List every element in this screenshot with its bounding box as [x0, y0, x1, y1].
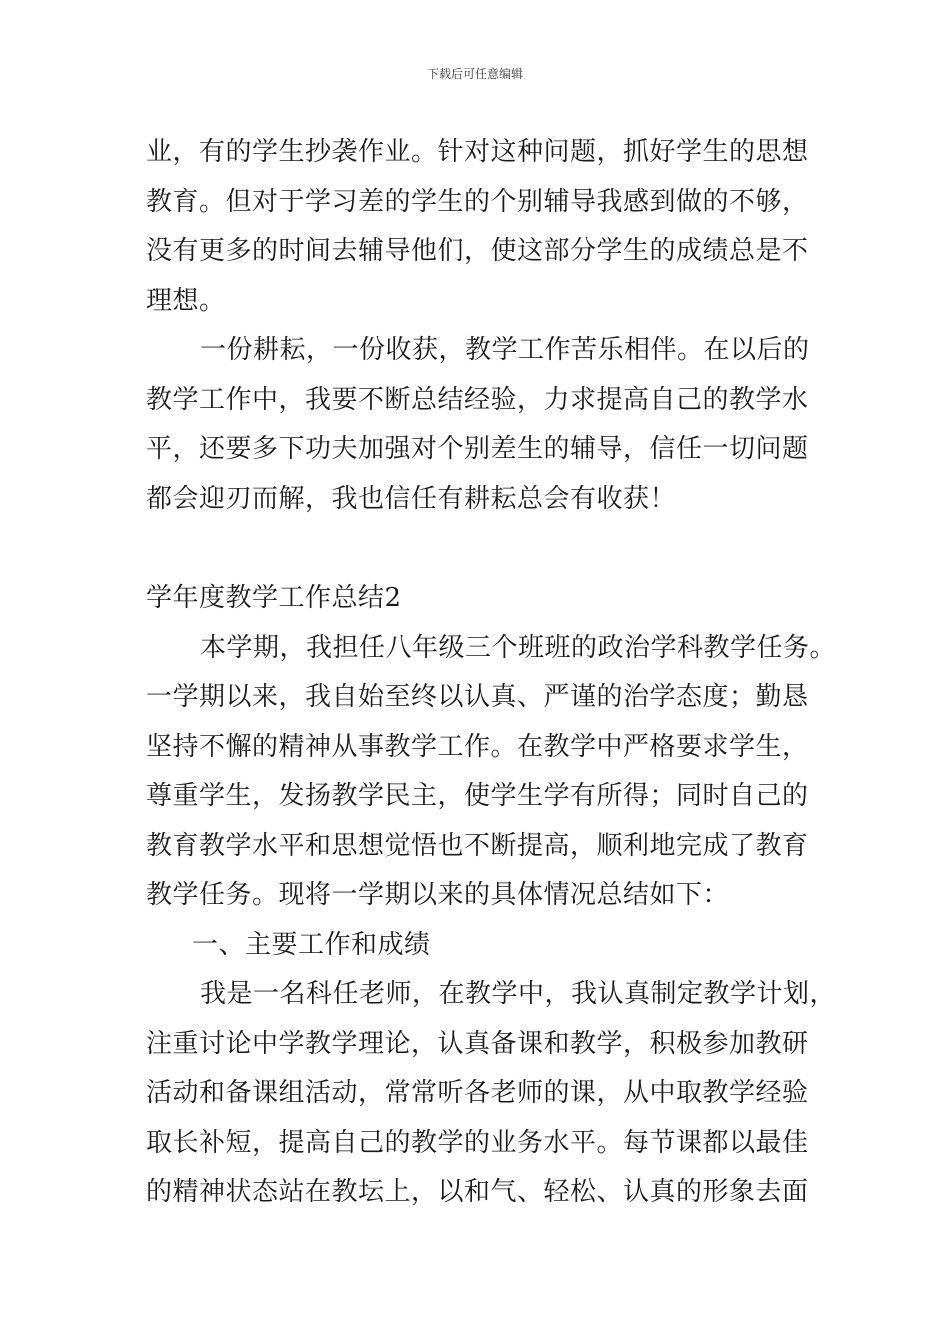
text-line: 的精神状态站在教坛上，以和气、轻松、认真的形象去面	[146, 1177, 809, 1207]
paragraph-4	[146, 970, 837, 1218]
text-line: 一学期以来，我自始至终以认真、严谨的治学态度；勤恳	[146, 682, 809, 712]
text-line: 教学任务。现将一学期以来的具体情况总结如下：	[146, 880, 730, 910]
text-line: 取长补短，提高自己的教学的业务水平。每节课都以最佳	[146, 1127, 809, 1158]
paragraph-1	[146, 128, 826, 326]
text-line: 教学工作中，我要不断总结经验，力求提高自己的教学水	[146, 384, 809, 415]
text-line: 教育。但对于学习差的学生的个别辅导我感到做的不够，	[146, 186, 809, 217]
document-body	[146, 128, 837, 1218]
paragraph-3	[146, 624, 837, 921]
text-line: 平，还要多下功夫加强对个别差生的辅导，信任一切问题	[146, 434, 809, 464]
text-line: 没有更多的时间去辅导他们，使这部分学生的成绩总是不	[146, 236, 809, 266]
text-line: 尊重学生，发扬教学民主，使学生学有所得；同时自己的	[146, 781, 809, 811]
text-line: 都会迎刃而解，我也信任有耕耘总会有收获！	[146, 483, 677, 514]
text-line: 本学期，我担任八年级三个班班的政治学科教学任务。	[200, 632, 837, 663]
text-line: 活动和备课组活动，常常听各老师的课，从中取教学经验	[146, 1078, 809, 1108]
text-line: 我是一名科任老师，在教学中，我认真制定教学计划，	[200, 979, 837, 1009]
text-line: 教育教学水平和思想觉悟也不断提高，顺利地完成了教育	[146, 830, 809, 861]
text-line: 理想。	[146, 285, 226, 316]
text-line: 注重讨论中学教学理论，认真备课和教学，积极参加教研	[146, 1028, 809, 1059]
section-title: 学年度教学工作总结2	[146, 583, 402, 613]
paragraph-spacer	[146, 524, 826, 574]
text-line: 一份耕耘，一份收获，教学工作苦乐相伴。在以后的	[200, 335, 810, 365]
subheading: 一、主要工作和成绩	[192, 929, 431, 960]
text-line: 坚持不懈的精神从事教学工作。在教学中严格要求学生，	[146, 731, 809, 762]
page-header-note: 下载后可任意编辑	[426, 67, 523, 81]
paragraph-2	[146, 326, 826, 524]
text-line: 业，有的学生抄袭作业。针对这种问题，抓好学生的思想	[146, 137, 809, 167]
